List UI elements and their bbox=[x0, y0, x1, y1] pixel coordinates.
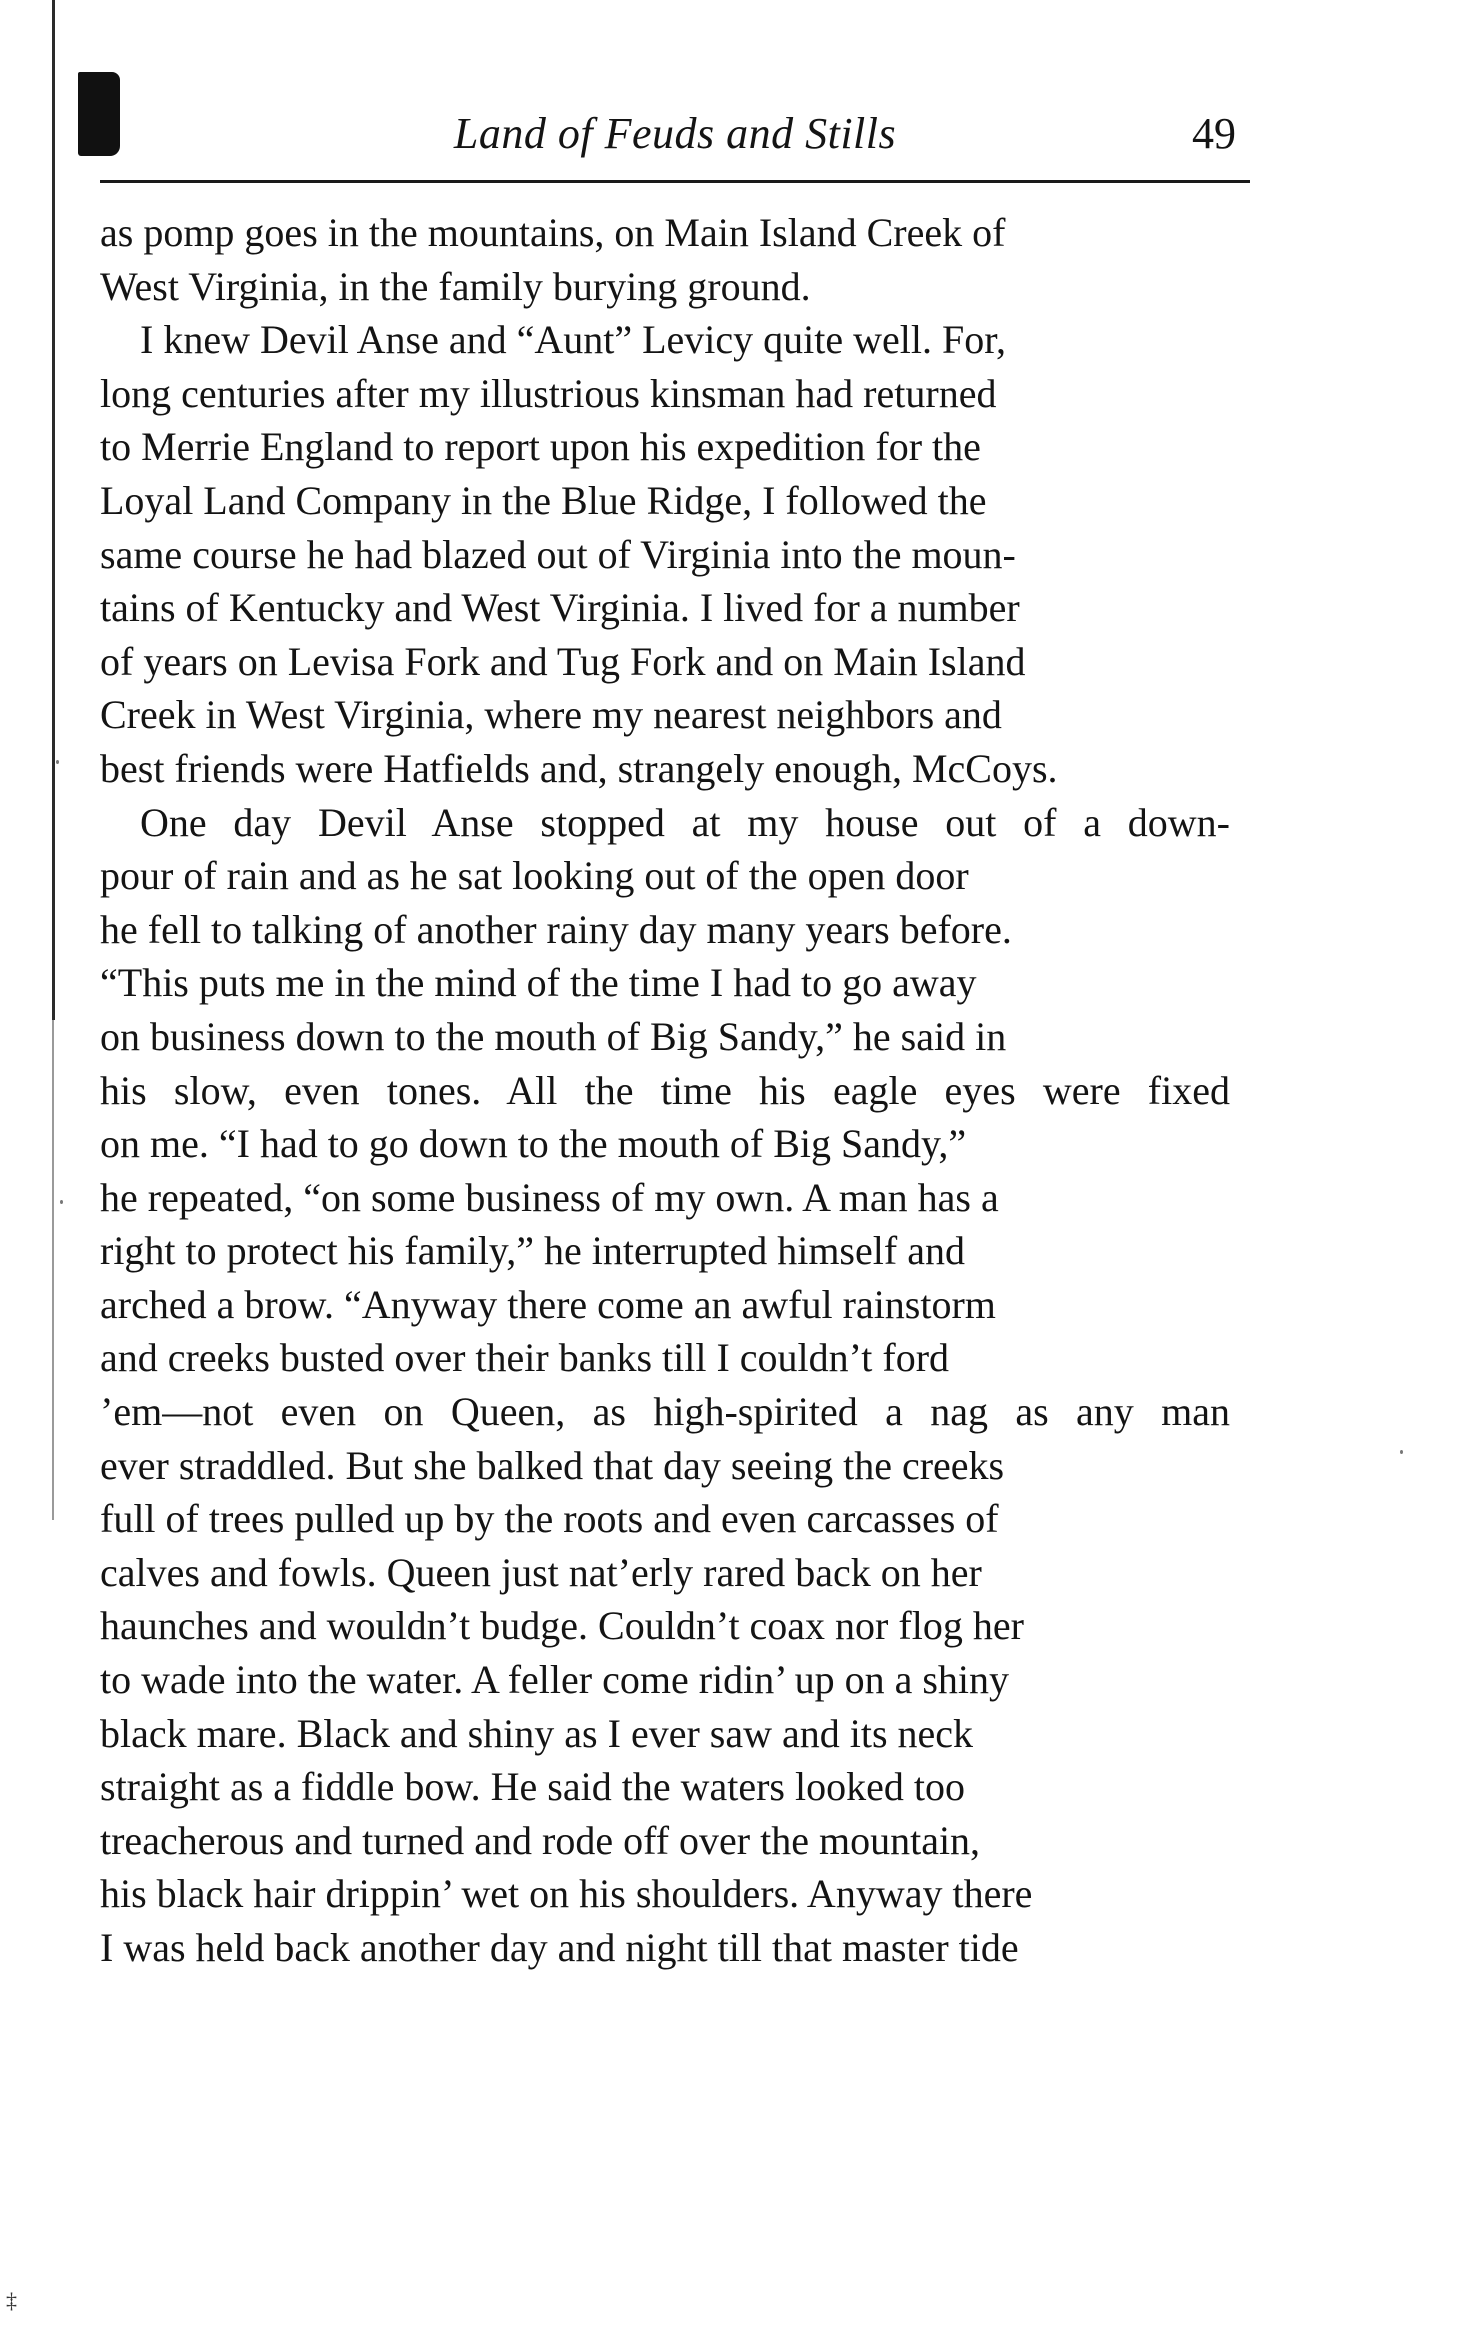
page-number: 49 bbox=[1192, 109, 1236, 158]
text-line: “This puts me in the mind of the time I had to go away bbox=[100, 960, 977, 1006]
text-line: to wade into the water. A feller come ridin’ up on a shiny bbox=[100, 1657, 1010, 1703]
text-line: calves and fowls. Queen just nat’erly rared back on her bbox=[100, 1549, 982, 1595]
header-rule bbox=[100, 180, 1250, 183]
text-line: tains of Kentucky and West Virginia. I lived for a number bbox=[100, 585, 1020, 631]
text-line: of years on Levisa Fork and Tug Fork and on Main Island bbox=[100, 638, 1026, 684]
text-line: he fell to talking of another rainy day many years before. bbox=[100, 906, 1012, 952]
text-line: Creek in West Virginia, where my nearest neighbors and bbox=[100, 692, 1002, 738]
text-line: full of trees pulled up by the roots and even carcasses of bbox=[100, 1496, 999, 1542]
text-line: on me. “I had to go down to the mouth of Big Sandy,” bbox=[100, 1121, 967, 1167]
text-line: West Virginia, in the family burying ground. bbox=[100, 263, 811, 309]
scan-speck bbox=[60, 1200, 63, 1204]
text-line: long centuries after my illustrious kinsman had returned bbox=[100, 370, 997, 416]
text-line: black mare. Black and shiny as I ever saw and its neck bbox=[100, 1710, 974, 1756]
text-line: arched a brow. “Anyway there come an awful rainstorm bbox=[100, 1281, 996, 1327]
text-line: his slow, even tones. All the time his eagle eyes were fixed bbox=[100, 1067, 1230, 1113]
text-line: and creeks busted over their banks till I couldn’t ford bbox=[100, 1335, 950, 1381]
scan-speck bbox=[56, 760, 59, 764]
text-line: treacherous and turned and rode off over the mountain, bbox=[100, 1817, 981, 1863]
text-line: best friends were Hatfields and, strangely enough, McCoys. bbox=[100, 745, 1058, 791]
text-line: Loyal Land Company in the Blue Ridge, I followed the bbox=[100, 477, 987, 523]
text-line: I was held back another day and night till that master tide bbox=[100, 1925, 1019, 1970]
text-line: I knew Devil Anse and “Aunt” Levicy quite well. For, bbox=[140, 317, 1006, 363]
text-line: straight as a fiddle bow. He said the waters looked too bbox=[100, 1764, 965, 1810]
text-line: pour of rain and as he sat looking out of the open door bbox=[100, 853, 969, 899]
scan-speck bbox=[1400, 1450, 1403, 1454]
scan-corner-mark: ‡ bbox=[6, 2288, 17, 2313]
binding-edge-line bbox=[52, 0, 55, 1020]
running-title: Land of Feuds and Stills bbox=[453, 109, 897, 158]
text-line: ’em—not even on Queen, as high-spirited a nag as any man bbox=[100, 1389, 1230, 1435]
text-line: right to protect his family,” he interrupted himself and bbox=[100, 1228, 965, 1274]
binding-edge-line-faint bbox=[52, 1020, 54, 1520]
text-line: as pomp goes in the mountains, on Main Island Creek of bbox=[100, 210, 1006, 255]
text-line: his black hair drippin’ wet on his shoulders. Anyway there bbox=[100, 1871, 1033, 1917]
text-line: same course he had blazed out of Virginia into the moun- bbox=[100, 531, 1016, 577]
text-line: One day Devil Anse stopped at my house out of a down- bbox=[140, 799, 1230, 845]
text-line: he repeated, “on some business of my own. A man has a bbox=[100, 1174, 999, 1220]
text-line: ever straddled. But she balked that day seeing the creeks bbox=[100, 1442, 1005, 1488]
text-line: on business down to the mouth of Big Sandy,” he said in bbox=[100, 1013, 1007, 1059]
text-line: haunches and wouldn’t budge. Couldn’t coax nor flog her bbox=[100, 1603, 1024, 1649]
body-text bbox=[100, 206, 1230, 1975]
running-header bbox=[100, 108, 1250, 164]
text-line: to Merrie England to report upon his expedition for the bbox=[100, 424, 981, 470]
